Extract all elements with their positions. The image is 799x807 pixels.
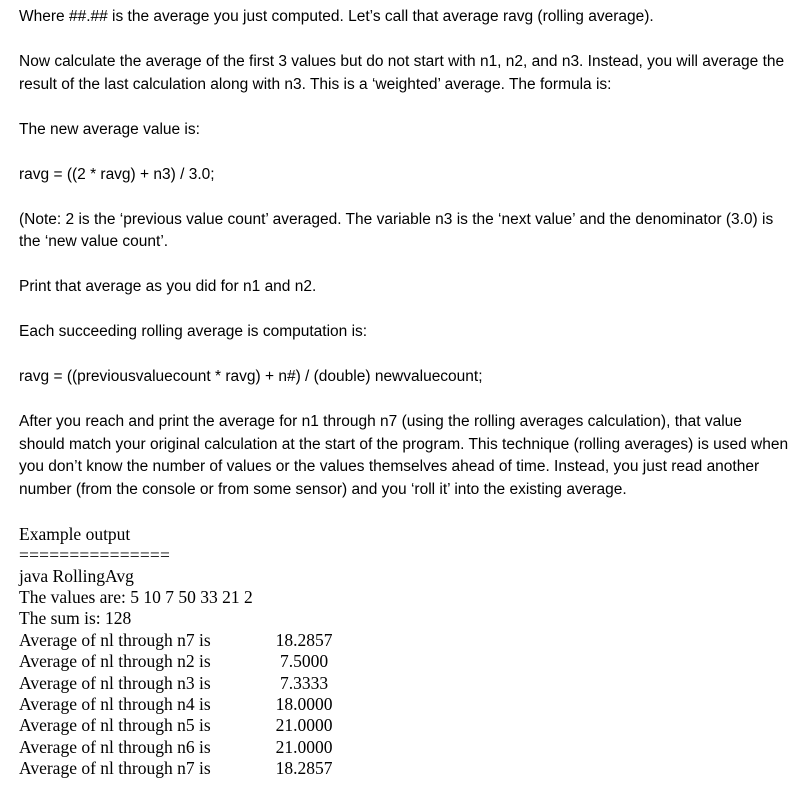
example-row-value: 18.2857 — [275, 629, 333, 650]
paragraph-note: (Note: 2 is the ‘previous value count’ averaged. The variable n3 is the ‘next value’ and the denominator (3.0) is the ‘new value count’. — [19, 210, 774, 250]
example-heading: Example output — [19, 523, 131, 544]
paragraph-print-average: Print that average as you did for n1 and n2. — [19, 278, 317, 295]
example-row — [19, 737, 789, 758]
paragraph-succeeding: Each succeeding rolling average is computation is: — [19, 323, 368, 340]
example-row — [19, 715, 789, 736]
example-row — [19, 758, 789, 779]
paragraph-ravg-definition: Where ##.## is the average you just computed. Let’s call that average ravg (rolling average). — [19, 8, 654, 25]
example-row-value: 18.0000 — [275, 693, 333, 714]
example-values-line: The values are: 5 10 7 50 33 21 2 — [19, 586, 253, 607]
example-row-label: Average of nl through n7 is — [19, 629, 211, 650]
example-row-label: Average of nl through n6 is — [19, 736, 211, 757]
example-row-value: 18.2857 — [275, 758, 333, 779]
example-row — [19, 651, 789, 672]
paragraph-new-average-label: The new average value is: — [19, 120, 200, 138]
example-row-value: 21.0000 — [275, 736, 333, 757]
paragraph-weighted-average: Now calculate the average of the first 3 values but do not start with n1, n2, and n3. Instead, you will average the result of the last calculation along with n3. This is a ‘weighted’ average. The formula is: — [19, 53, 785, 93]
example-command: java RollingAvg — [19, 565, 134, 586]
example-row-value: 21.0000 — [275, 715, 333, 736]
document-page — [19, 6, 789, 780]
example-row-label: Average of nl through n7 is — [19, 758, 211, 779]
example-separator: =============== — [19, 544, 171, 565]
example-row-label: Average of nl through n3 is — [19, 672, 211, 693]
formula-general: ravg = ((previousvaluecount * ravg) + n#) / (double) newvaluecount; — [19, 368, 483, 385]
example-row-value: 7.3333 — [279, 672, 329, 693]
example-row — [19, 630, 789, 651]
example-row — [19, 673, 789, 694]
example-row-label: Average of nl through n4 is — [19, 693, 211, 714]
formula-n3: ravg = ((2 * ravg) + n3) / 3.0; — [19, 165, 215, 183]
example-output-block — [19, 524, 789, 780]
paragraph-explanation: After you reach and print the average for n1 through n7 (using the rolling averages calculation), that value should match your original calculation at the start of the program. This technique (rolling averages) is used when you don’t know the number of values or the values themselves ahead of time. Instead, you just read another number (from the console or from some sensor) and you ‘roll it’ into the existing average. — [19, 413, 789, 498]
example-row — [19, 694, 789, 715]
example-row-value: 7.5000 — [279, 651, 329, 672]
example-row-label: Average of nl through n5 is — [19, 715, 211, 736]
example-row-label: Average of nl through n2 is — [19, 651, 211, 672]
example-sum-line: The sum is: 128 — [19, 608, 132, 629]
